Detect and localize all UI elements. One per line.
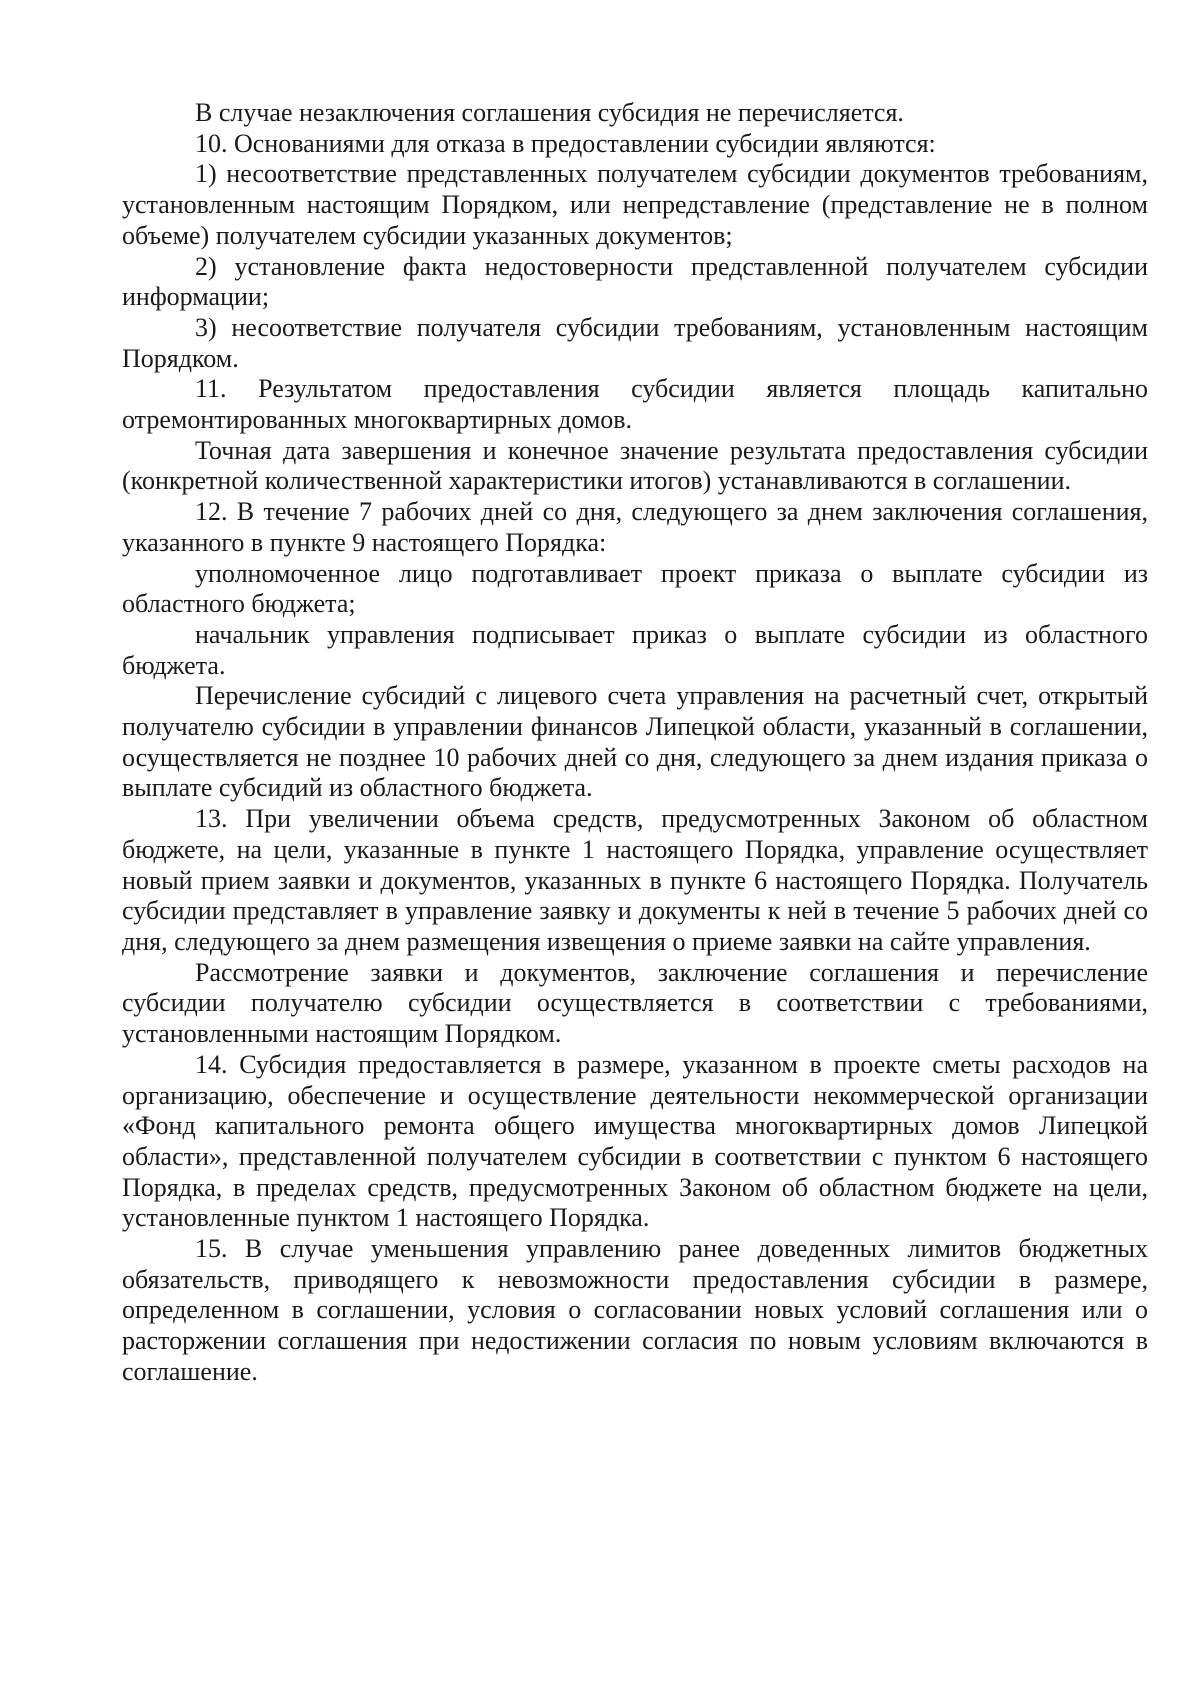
paragraph-10-refusal-grounds: 10. Основаниями для отказа в предоставлении субсидии являются: bbox=[195, 128, 936, 158]
paragraph-no-agreement: В случае незаключения соглашения субсидия не перечисляется. bbox=[195, 98, 904, 127]
document-body bbox=[122, 98, 1148, 1388]
paragraph-13-review: Рассмотрение заявки и документов, заключение соглашения и перечисление субсидии получателю субсидии осуществляется в соответствии с требованиями, установленными настоящим Порядком. bbox=[122, 957, 1148, 1049]
paragraph-11-exact-date: Точная дата завершения и конечное значение результата предоставления субсидии (конкретной количественной характеристики итогов) устанавливаются в соглашении. bbox=[122, 435, 1148, 496]
paragraph-12-transfer: Перечисление субсидий с лицевого счета управления на расчетный счет, открытый получателю субсидии в управлении финансов Липецкой области, указанный в соглашении, осуществляется не позднее 10 рабочих дней со дня, следующего за днем издания приказа о выплате субсидий из областного бюджета. bbox=[122, 681, 1148, 803]
paragraph-10-item-1: 1) несоответствие представленных получателем субсидии документов требованиям, установленным настоящим Порядком, или непредставление (представление не в полном объеме) получателем субсидии указанных документов; bbox=[122, 159, 1148, 250]
paragraph-15-reduction: 15. В случае уменьшения управлению ранее доведенных лимитов бюджетных обязательств, приводящего к невозможности предоставления субсидии в размере, определенном в соглашении, условия о согласовании новых условий соглашения или о расторжении соглашения при недостижении согласия по новым условиям включаются в соглашение. bbox=[122, 1234, 1148, 1386]
paragraph-12-authorized-person: уполномоченное лицо подготавливает проект приказа о выплате субсидии из областного бюджета; bbox=[122, 558, 1148, 619]
paragraph-11-result: 11. Результатом предоставления субсидии является площадь капитально отремонтированных многоквартирных домов. bbox=[122, 374, 1148, 435]
paragraph-12-term: 12. В течение 7 рабочих дней со дня, следующего за днем заключения соглашения, указанного в пункте 9 настоящего Порядка: bbox=[122, 497, 1148, 557]
paragraph-10-item-2: 2) установление факта недостоверности представленной получателем субсидии информации; bbox=[122, 251, 1148, 312]
paragraph-14-amount: 14. Субсидия предоставляется в размере, указанном в проекте сметы расходов на организацию, обеспечение и осуществление деятельности некоммерческой организации «Фонд капитального ремонта общего имущества многоквартирных домов Липецкой области», представленной получателем субсидии в соответствии с пунктом 6 настоящего Порядка, в пределах средств, предусмотренных Законом об областном бюджете на цели, установленные пунктом 1 настоящего Порядка. bbox=[122, 1049, 1148, 1233]
paragraph-12-head-signs: начальник управления подписывает приказ о выплате субсидии из областного бюджета. bbox=[122, 619, 1148, 680]
paragraph-10-item-3: 3) несоответствие получателя субсидии требованиям, установленным настоящим Порядком. bbox=[122, 312, 1148, 373]
paragraph-13-increase: 13. При увеличении объема средств, предусмотренных Законом об областном бюджете, на цели, указанные в пункте 1 настоящего Порядка, управление осуществляет новый прием заявки и документов, указанных в пункте 6 настоящего Порядка. Получатель субсидии представляет в управление заявку и документы к ней в течение 5 рабочих дней со дня, следующего за днем размещения извещения о приеме заявки на сайте управления. bbox=[122, 804, 1148, 956]
